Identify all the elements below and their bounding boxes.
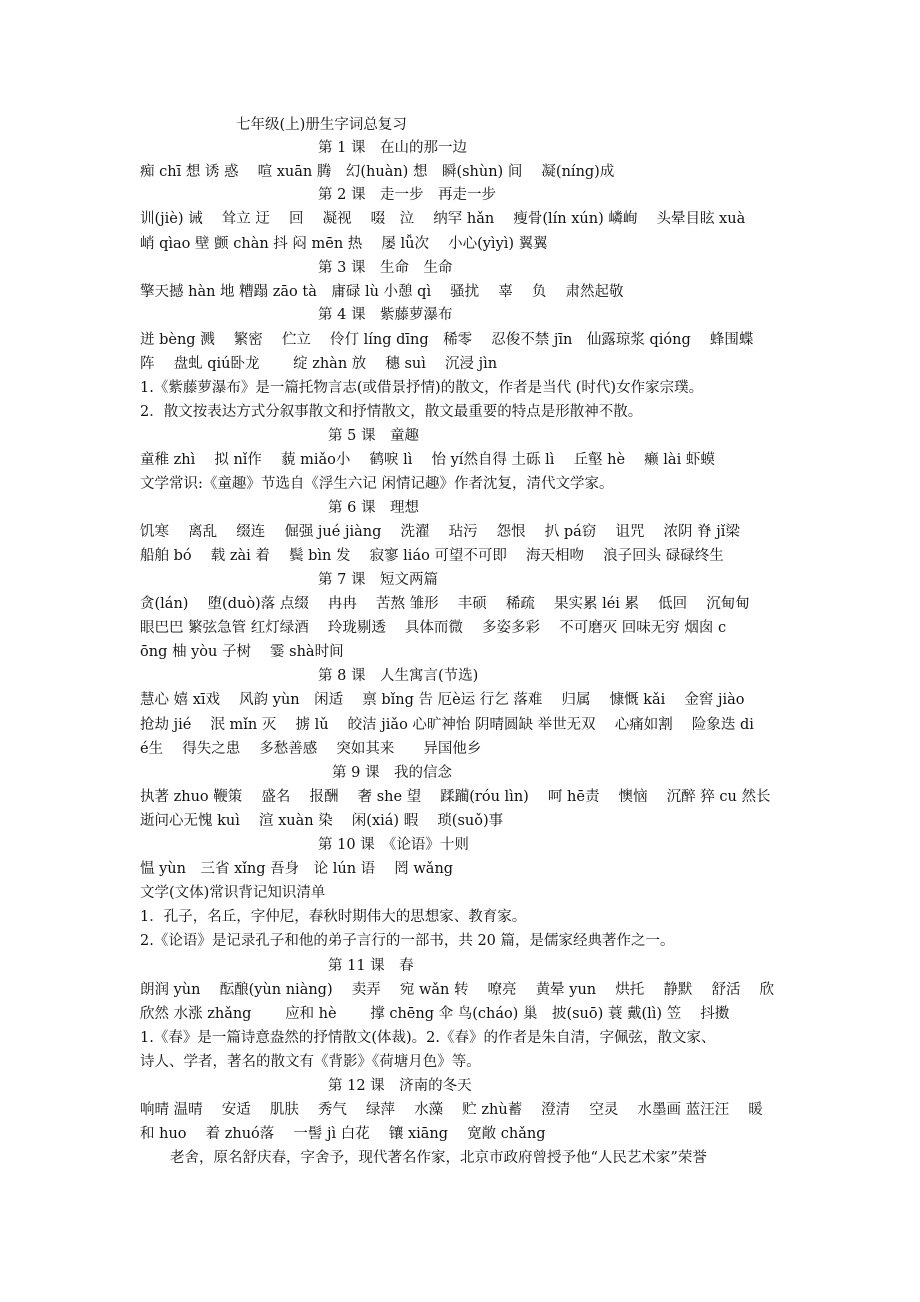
note-line: 2．散文按表达方式分叙事散文和抒情散文，散文最重要的特点是形散神不散。: [140, 404, 643, 420]
document-title: 七年级(上)册生字词总复习: [236, 117, 407, 133]
vocab-line: 愠 yùn 三省 xǐng 吾身 论 lún 语 罔 wǎng: [140, 861, 454, 877]
vocab-line: 朗润 yùn 酝酿(yùn niàng) 卖弄 宛 wǎn 转 嘹亮 黄晕 yun 烘托 静默 舒活 欣: [140, 982, 775, 998]
note-line: 1.《春》是一篇诗意盎然的抒情散文(体裁)。2.《春》的作者是朱自清，字佩弦，散文家、: [140, 1030, 716, 1046]
vocab-line: 执著 zhuo 鞭策 盛名 报酬 奢 she 望 蹂躏(róu lìn) 呵 hē责 懊恼 沉醉 猝 cu 然长: [140, 789, 771, 805]
vocab-line: 训(jiè) 诫 耸立 迂 回 凝视 啜 泣 纳罕 hǎn 瘦骨(lín xún) 嶙峋 头晕目眩 xuà: [140, 211, 746, 227]
vocab-line: 欣然 水涨 zhǎng 应和 hè 撑 chēng 伞 鸟(cháo) 巢 披(suō) 蓑 戴(lì) 笠 抖擞: [140, 1006, 730, 1022]
vocab-line: 迸 bèng 溅 繁密 伫立 伶仃 líng dīng 稀零 忍俊不禁 jīn 仙露琼浆 qióng 蜂围蝶: [140, 332, 754, 348]
lesson-heading: 第 7 课 短文两篇: [318, 572, 438, 588]
note-line: 1.《紫藤萝瀑布》是一篇托物言志(或借景抒情)的散文，作者是当代 (时代)女作家宗璞。: [140, 380, 704, 396]
vocab-line: 船舶 bó 载 zài 着 鬓 bìn 发 寂寥 liáo 可望不可即 海天相吻 浪子回头 碌碌终生: [140, 548, 724, 564]
lesson-heading: 第 9 课 我的信念: [332, 765, 452, 781]
lesson-heading: 第 6 课 理想: [328, 500, 419, 516]
note-line: 1．孔子，名丘，字仲尼，春秋时期伟大的思想家、教育家。: [140, 909, 527, 925]
lesson-heading: 第 11 课 春: [328, 958, 414, 974]
lesson-heading: 第 12 课 济南的冬天: [328, 1078, 472, 1094]
lesson-heading: 第 1 课 在山的那一边: [318, 140, 467, 156]
lesson-heading: 第 10 课 《论语》十则: [318, 837, 469, 853]
vocab-line: 阵 盘虬 qiú卧龙 绽 zhàn 放 穗 suì 沉浸 jìn: [140, 356, 498, 372]
vocab-line: 抢劫 jié 泯 mǐn 灭 掳 lǔ 皎洁 jiǎo 心旷神怡 阴晴圆缺 举世无双 心痛如割 险象迭 di: [140, 717, 754, 733]
note-line: 诗人、学者，著名的散文有《背影》《荷塘月色》等。: [140, 1054, 481, 1070]
note-line: 2.《论语》是记录孔子和他的弟子言行的一部书，共 20 篇，是儒家经典著作之一。: [140, 933, 675, 949]
vocab-line: 擎天撼 hàn 地 糟蹋 zāo tà 庸碌 lù 小憩 qì 骚扰 辜 负 肃然起敬: [140, 284, 624, 300]
note-line: 文学(文体)常识背记知识清单: [140, 885, 326, 901]
vocab-line: é生 得失之患 多愁善感 突如其来 异国他乡: [140, 741, 482, 757]
vocab-line: 眼巴巴 繁弦急管 红灯绿酒 玲珑剔透 具体而微 多姿多彩 不可磨灭 回味无穷 烟囱 c: [140, 620, 727, 636]
vocab-line: 痴 chī 想 诱 惑 喧 xuān 腾 幻(huàn) 想 瞬(shùn) 间 凝(níng)成: [140, 164, 615, 180]
vocab-line: 响晴 温晴 安适 肌肤 秀气 绿萍 水藻 贮 zhù蓄 澄清 空灵 水墨画 蓝汪汪 暖: [140, 1102, 763, 1118]
vocab-line: 慧心 嬉 xī戏 风韵 yùn 闲适 禀 bǐng 告 厄è运 行乞 落难 归属 慷慨 kǎi 金窖 jiào: [140, 692, 745, 708]
lesson-heading: 第 2 课 走一步 再走一步: [318, 187, 496, 203]
lesson-heading: 第 4 课 紫藤萝瀑布: [318, 307, 453, 323]
vocab-line: 童稚 zhì 拟 nǐ作 藐 miǎo小 鹤唳 lì 怡 yí然自得 土砾 lì 丘壑 hè 癞 lài 虾蟆: [140, 452, 715, 468]
note-line: 老舍，原名舒庆春，字舍予，现代著名作家，北京市政府曾授予他“人民艺术家”荣誉: [170, 1150, 707, 1166]
lesson-heading: 第 3 课 生命 生命: [318, 260, 453, 276]
vocab-line: 贪(lán) 堕(duò)落 点缀 冉冉 苦熬 雏形 丰硕 稀疏 果实累 léi 累 低回 沉甸甸: [140, 596, 750, 612]
vocab-line: ōng 柚 yòu 子树 霎 shà时间: [140, 644, 344, 660]
lesson-heading: 第 5 课 童趣: [328, 428, 419, 444]
vocab-line: 饥寒 离乱 缀连 倔强 jué jiàng 洗濯 玷污 怨恨 扒 pá窃 诅咒 浓阴 脊 jǐ梁: [140, 524, 740, 540]
vocab-line: 峭 qìao 壁 颤 chàn 抖 闷 mēn 热 屡 lǚ次 小心(yìyì) 翼翼: [140, 236, 548, 252]
vocab-line: 和 huo 着 zhuó落 一髻 jì 白花 镶 xiāng 宽敞 chǎng: [140, 1126, 546, 1142]
note-line: 文学常识:《童趣》节选自《浮生六记 闲情记趣》作者沈复，清代文学家。: [140, 476, 614, 492]
vocab-line: 逝问心无愧 kuì 渲 xuàn 染 闲(xiá) 暇 琐(suǒ)事: [140, 813, 504, 829]
lesson-heading: 第 8 课 人生寓言(节选): [318, 668, 479, 684]
